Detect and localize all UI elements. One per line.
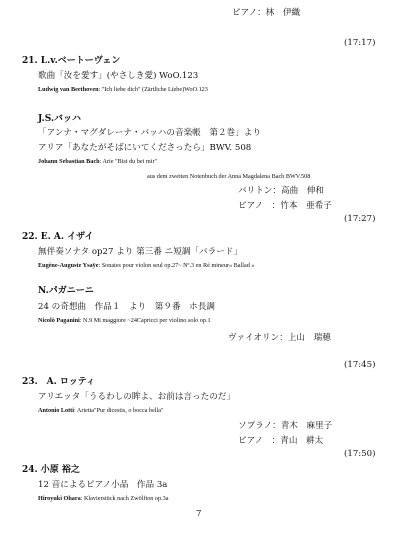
performer-piano: ピアノ ：青山 耕太 [238, 436, 324, 446]
bach-line1-jp: 「アンナ・マグダレーナ・バッハの音楽帳 第２巻」より [38, 128, 261, 138]
time-stamp: (17:17) [344, 38, 376, 48]
item-22-header: 22. E. A. イザイ [22, 232, 94, 242]
performer-baritone: バリトン：高曲 伸和 [238, 186, 324, 196]
paganini-title-en [38, 318, 211, 324]
bach-line1-en [38, 159, 157, 165]
item-24-title-jp: 12 音によるピアノ小品 作品 3a [38, 480, 168, 490]
time-stamp: (17:50) [344, 449, 376, 459]
bach-line2-en: aus dem zweiten Notenbuch der Anna Magdalena Bach BWV.508 [147, 173, 311, 180]
item-23-header: 23. A. ロッティ [22, 377, 96, 387]
performer-piano: ピアノ ：竹本 亜希子 [238, 201, 332, 211]
time-stamp: (17:27) [344, 214, 376, 224]
bach-header: J.S.バッハ [38, 114, 82, 124]
item-21-title-jp: 歌曲「汝を愛す」(やさしき愛) WoO.123 [38, 71, 199, 81]
item-24-header: 24. 小原 裕之 [22, 465, 80, 475]
performer-piano: ピアノ：林 伊織 [232, 8, 301, 18]
composer-name: Johann Sebastian Bach [38, 158, 100, 165]
composer-name: Ludwig van Beethoven [38, 86, 99, 93]
item-21-title-en [38, 87, 208, 93]
work-title: : Arietta"Pur dicestis, o bocca bella" [73, 407, 164, 414]
time-stamp: (17:45) [344, 360, 376, 370]
performer-violin: ヴァイオリン：上山 瑞穂 [228, 333, 331, 343]
performer-soprano: ソプラノ：青木 麻里子 [238, 421, 333, 431]
bach-line2-jp: アリア「あなたがそばにいてくださったら」BWV. 508 [38, 143, 252, 153]
paganini-title-jp: 24 の奇想曲 作品１ より 第９番 ホ長調 [38, 302, 215, 312]
composer-name: Hiroyuki Ohara [38, 495, 81, 502]
work-title: : Arie "Bist du bei mir" [99, 158, 158, 165]
item-23-title-jp: アリエッタ「うるわしの眸よ、お前は言ったのだ」 [38, 392, 235, 402]
composer-name: Antonio Lotti [38, 407, 74, 414]
work-title: : "Ich liebe dich" (Zärtliche Liebe)WoO.123 [98, 86, 208, 93]
item-22-title-jp: 無伴奏ソナタ op27 より 第三番 ニ短調「バラード」 [38, 247, 242, 257]
page-number: 7 [196, 509, 202, 519]
item-24-title-en [38, 496, 169, 502]
item-23-title-en [38, 408, 164, 414]
composer-name: Nicolò Paganini [38, 317, 80, 324]
paganini-header: N.パガニーニ [38, 286, 94, 296]
work-title: : Klavierstück nach Zwölfton op.3a [80, 495, 169, 502]
composer-name: Eugène-Auguste Ysaÿe [38, 262, 99, 269]
item-22-title-en [38, 263, 254, 269]
work-title: : N.9 Mi maggiore ~24Capricci per violino solo op.1 [79, 317, 211, 324]
work-title: : Sonates pour violon seul op.27~ Nº.3 en Ré mineur« Ballad » [98, 262, 255, 269]
item-21-header: 21. L.v.ベートーヴェン [22, 56, 121, 66]
